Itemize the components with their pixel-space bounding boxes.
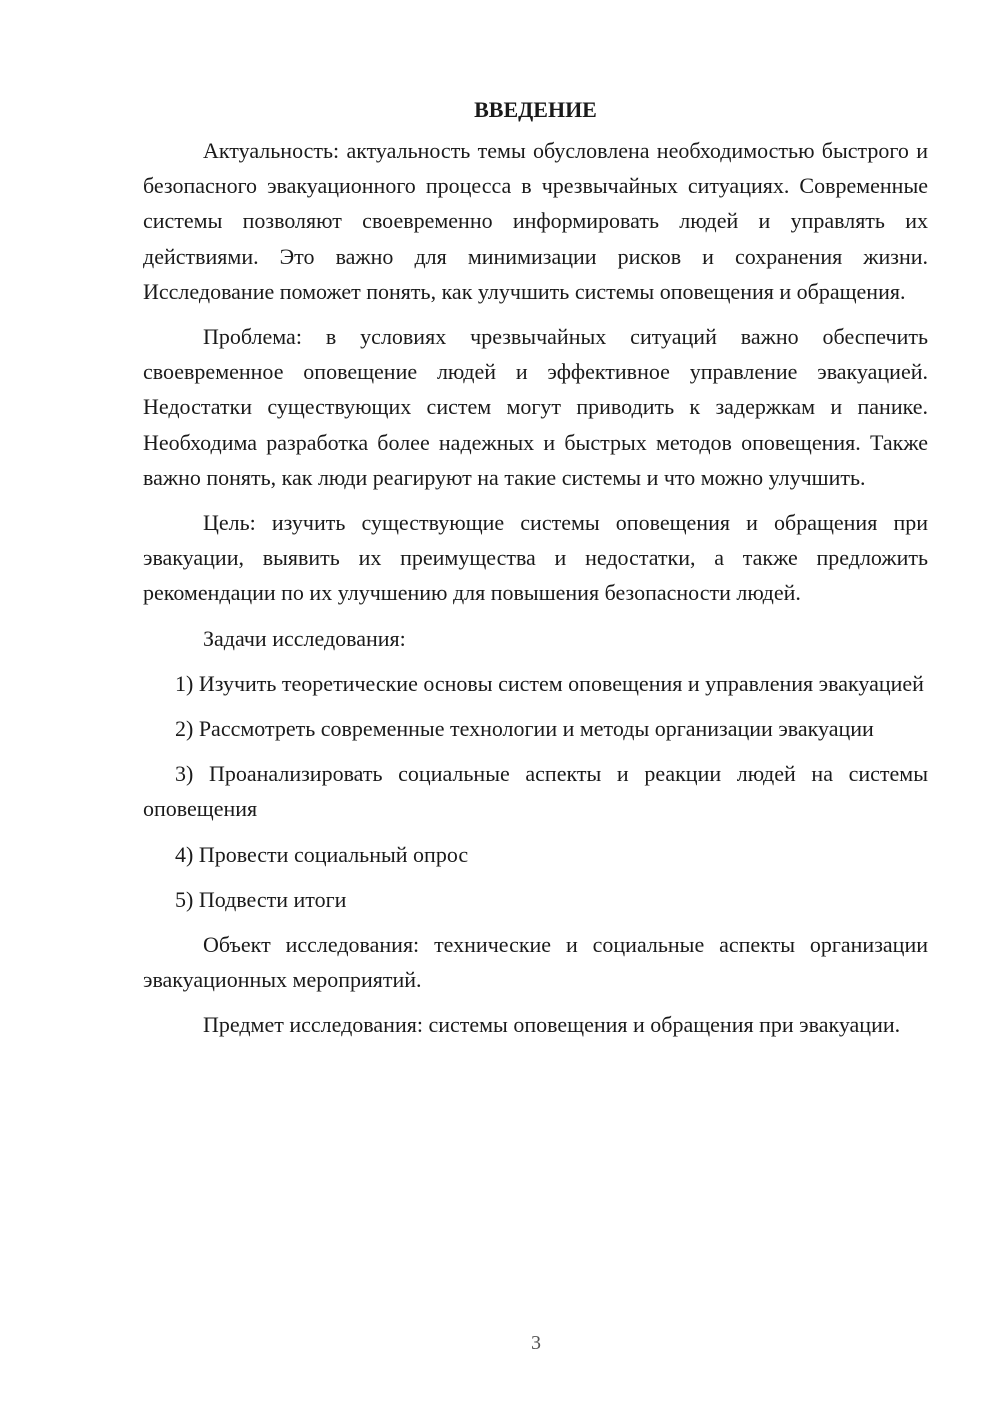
paragraph-goal: Цель: изучить существующие системы оповещения и обращения при эвакуации, выявить их преимущества и недостатки, а также предложить рекомендации по их улучшению для повышения безопасности людей.	[143, 510, 928, 606]
task-item-1: 1) Изучить теоретические основы систем оповещения и управления эвакуацией	[175, 670, 924, 696]
task-item-3: 3) Проанализировать социальные аспекты и реакции людей на системы оповещения	[143, 761, 928, 822]
paragraph-object: Объект исследования: технические и социальные аспекты организации эвакуационных мероприятий.	[143, 932, 928, 993]
task-item-5: 5) Подвести итоги	[175, 886, 347, 912]
task-item-2: 2) Рассмотреть современные технологии и методы организации эвакуации	[175, 716, 874, 742]
task-item-4: 4) Провести социальный опрос	[175, 841, 469, 867]
page-title: ВВЕДЕНИЕ	[474, 97, 597, 122]
tasks-heading: Задачи исследования:	[203, 625, 406, 651]
paragraph-relevance: Актуальность: актуальность темы обусловлена необходимостью быстрого и безопасного эвакуационного процесса в чрезвычайных ситуациях. Современные системы позволяют своевременно информировать людей и управлять их действиями. Это важно для минимизации рисков и сохранения жизни. Исследование поможет понять, как улучшить системы оповещения и обращения.	[143, 138, 928, 304]
document-page	[143, 92, 928, 1053]
paragraph-subject: Предмет исследования: системы оповещения и обращения при эвакуации.	[203, 1012, 901, 1038]
page-number: 3	[531, 1332, 541, 1354]
paragraph-problem: Проблема: в условиях чрезвычайных ситуаций важно обеспечить своевременное оповещение людей и эффективное управление эвакуацией. Недостатки существующих систем могут приводить к задержкам и панике. Необходима разработка более надежных и быстрых методов оповещения. Также важно понять, как люди реагируют на такие системы и что можно улучшить.	[143, 324, 928, 490]
